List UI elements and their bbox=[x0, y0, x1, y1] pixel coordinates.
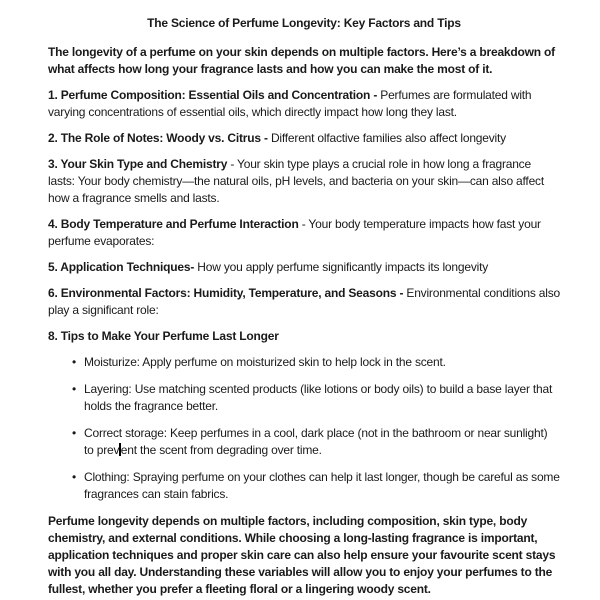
section-6-body: Environmental conditions also play a significant role: bbox=[48, 286, 561, 317]
tip-item-clothing bbox=[84, 469, 560, 503]
bullet-text: Layering: Use matching scented products (like lotions or body oils) to build a base layer that holds the fragrance better. bbox=[84, 382, 553, 413]
section-1-heading: 1. Perfume Composition: Essential Oils and Concentration - bbox=[48, 88, 378, 102]
bullet-text: Moisturize: Apply perfume on moisturized skin to help lock in the scent. bbox=[84, 355, 446, 369]
section-2-body: Different olfactive families also affect longevity bbox=[267, 131, 506, 145]
section-4-body: - Your body temperature impacts how fast your perfume evaporates: bbox=[48, 217, 541, 248]
section-2-heading: 2. The Role of Notes: Woody vs. Citrus - bbox=[48, 131, 268, 145]
section-1-paragraph bbox=[48, 87, 560, 121]
section-5-body: How you apply perfume significantly impacts its longevity bbox=[194, 260, 489, 274]
section-1-body: Perfumes are formulated with varying concentrations of essential oils, which directly impact how long they last. bbox=[48, 88, 532, 119]
section-3-heading: 3. Your Skin Type and Chemistry bbox=[48, 157, 228, 171]
bullet-text: Clothing: Spraying perfume on your clothes can help it last longer, though be careful as some fragrances can stain fabrics. bbox=[84, 470, 560, 501]
bullet-text-before-caret: Correct storage: Keep perfumes in a cool, dark place (not in the bathroom or near sunlight) to prev bbox=[84, 426, 548, 457]
section-8-heading: 8. Tips to Make Your Perfume Last Longer bbox=[48, 329, 279, 343]
section-6-paragraph bbox=[48, 285, 560, 319]
conclusion-paragraph: Perfume longevity depends on multiple factors, including composition, skin type, body chemistry, and external conditions. While choosing a long-lasting fragrance is important, application techniques and proper skin care can also help ensure your favourite scent stays with you all day. Understanding these variables will allow you to enjoy your perfumes to the fullest, whether you prefer a fleeting floral or a lingering woody scent. bbox=[48, 514, 556, 596]
section-3-body: - Your skin type plays a crucial role in how long a fragrance lasts: Your body chemistry—the natural oils, pH levels, and bacteria on your skin—can also affect how a fragrance smells and lasts. bbox=[48, 157, 544, 205]
section-4-heading: 4. Body Temperature and Perfume Interaction bbox=[48, 217, 299, 231]
section-6-heading: 6. Environmental Factors: Humidity, Temperature, and Seasons - bbox=[48, 286, 404, 300]
document-title: The Science of Perfume Longevity: Key Factors and Tips bbox=[147, 16, 461, 30]
section-2-paragraph bbox=[48, 130, 560, 147]
tip-item-layering bbox=[84, 381, 560, 415]
section-5-paragraph bbox=[48, 259, 560, 276]
intro-paragraph: The longevity of a perfume on your skin depends on multiple factors. Here’s a breakdown of what affects how long your fragrance lasts and how you can make the most of it. bbox=[48, 45, 555, 76]
section-8-heading-paragraph bbox=[48, 328, 560, 345]
bullet-text-after-caret: ent the scent from degrading over time. bbox=[120, 443, 322, 457]
section-5-heading: 5. Application Techniques- bbox=[48, 260, 195, 274]
section-4-paragraph bbox=[48, 216, 560, 250]
tip-item-moisturize bbox=[84, 354, 560, 371]
tips-list bbox=[48, 354, 560, 503]
section-3-paragraph bbox=[48, 156, 560, 207]
tip-item-correct-storage bbox=[84, 425, 560, 459]
